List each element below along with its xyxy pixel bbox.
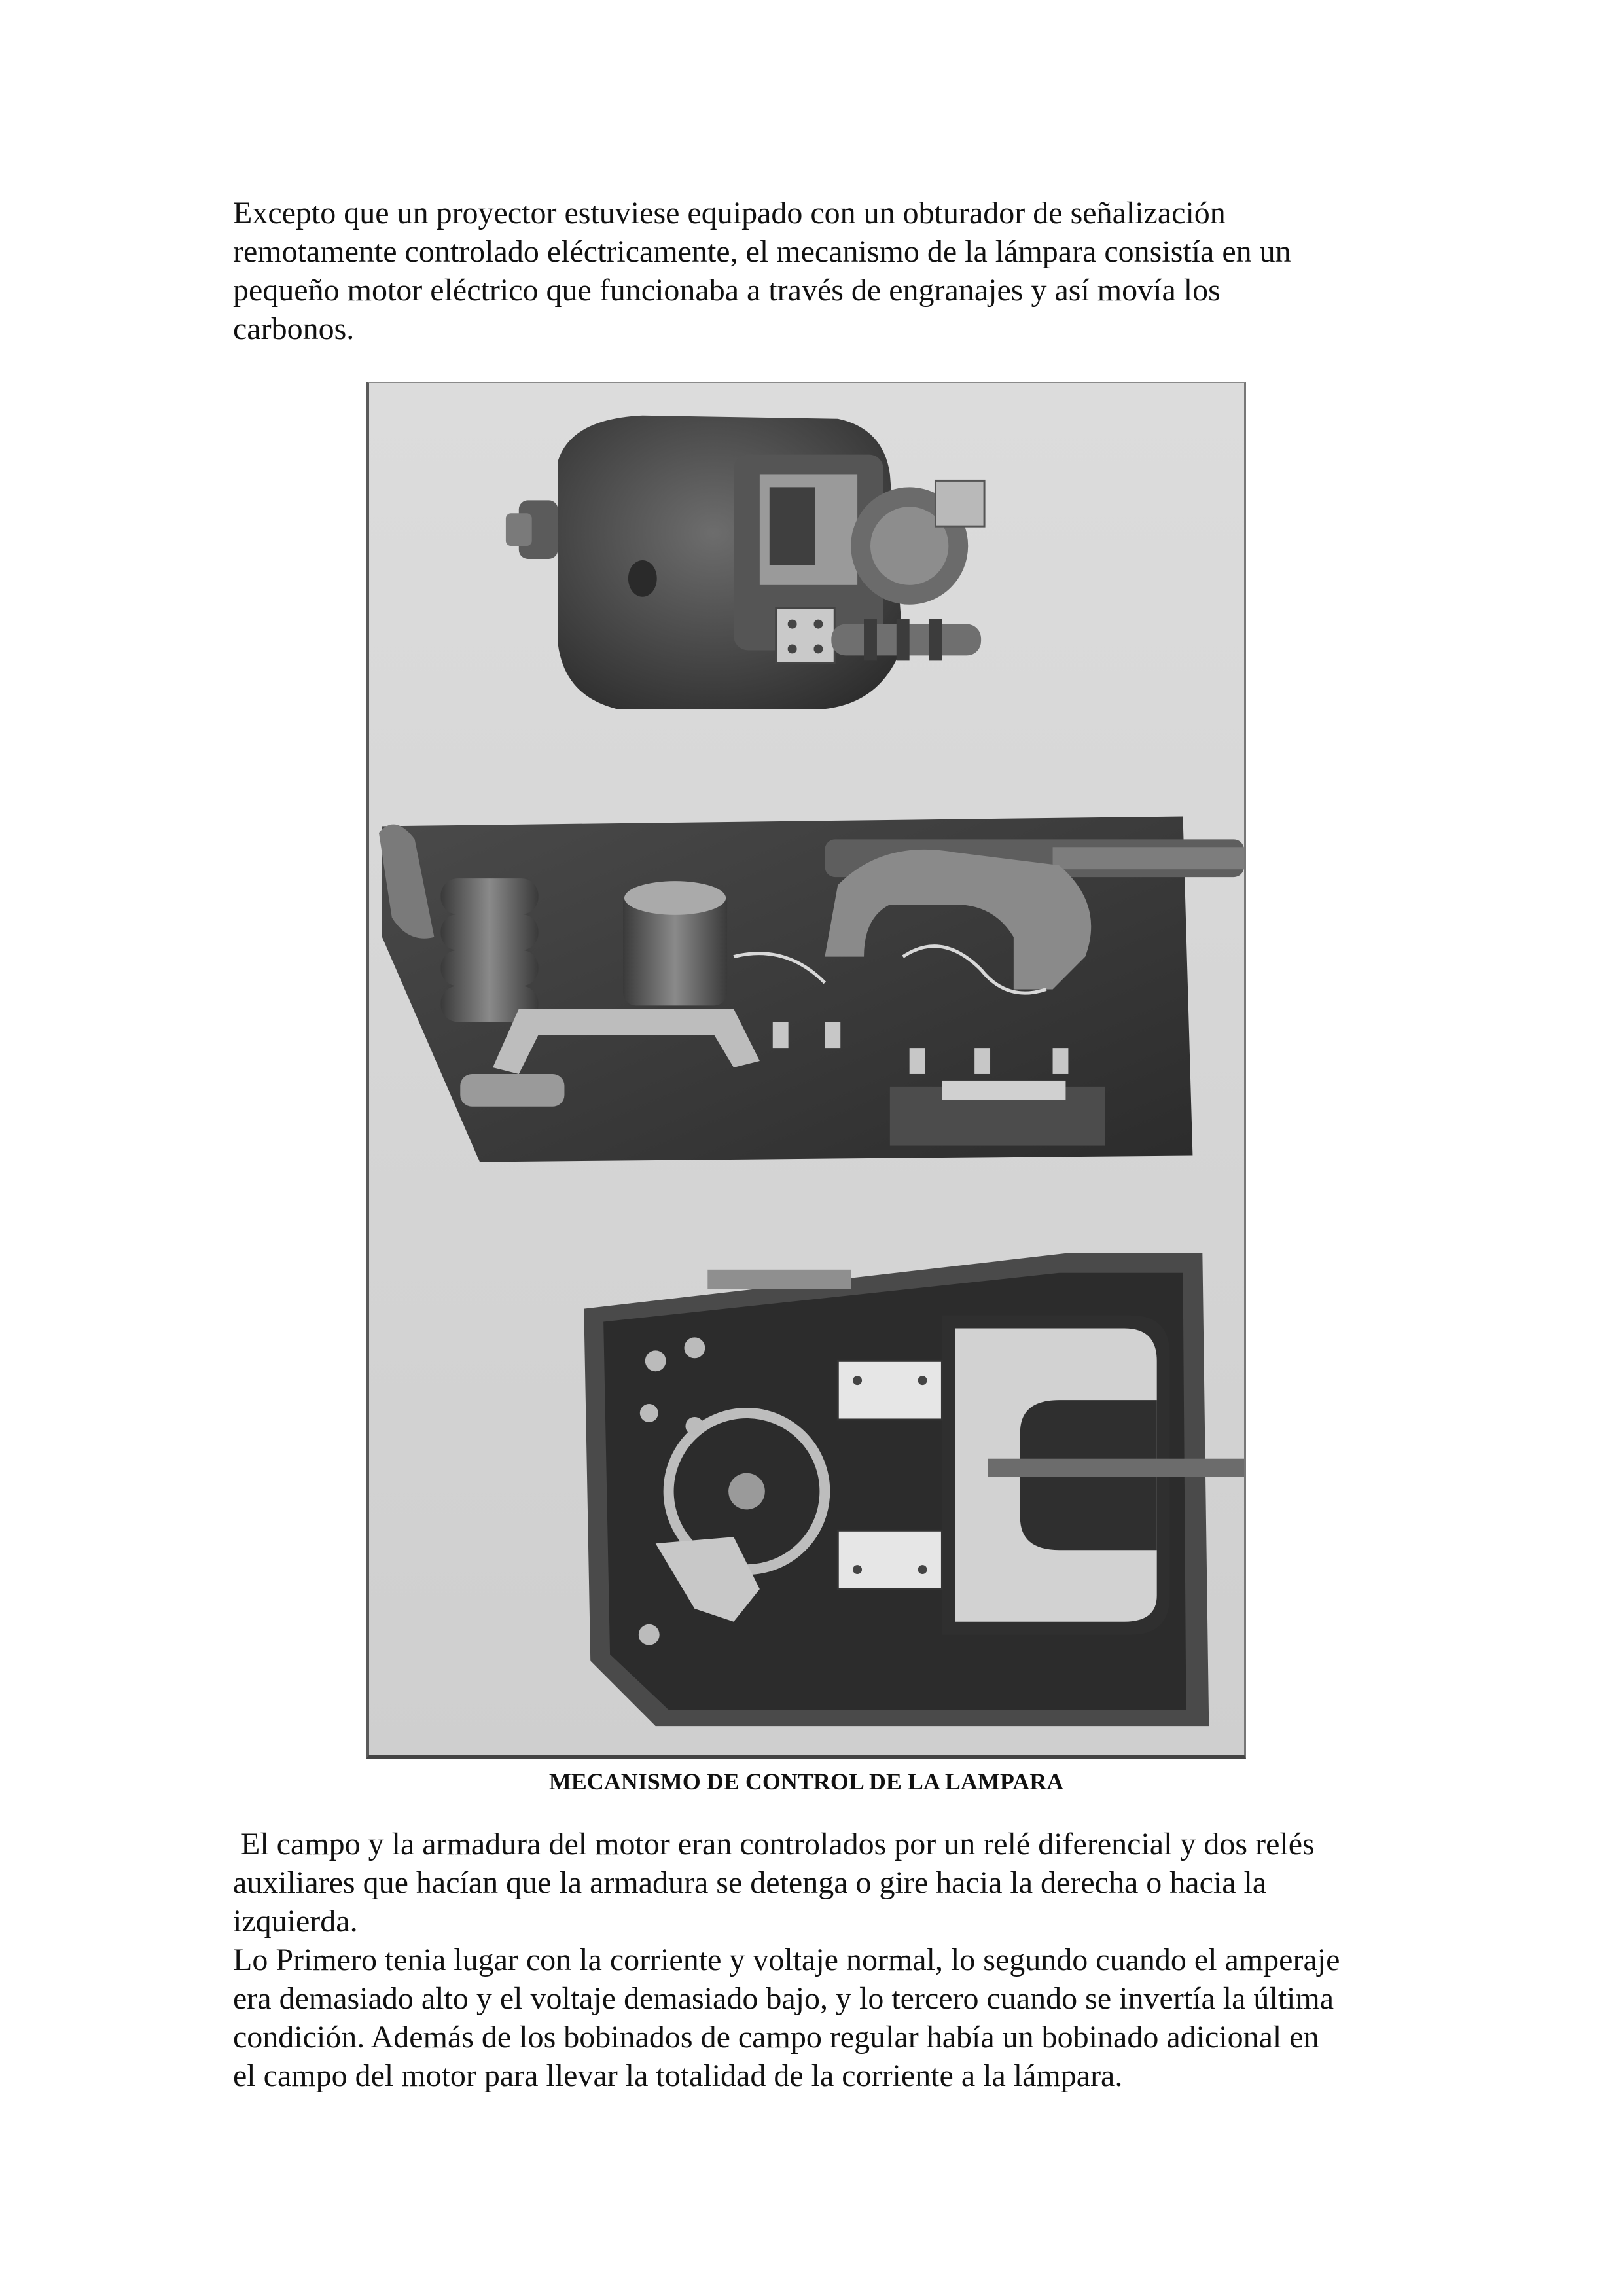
mechanism-photo (366, 382, 1246, 1759)
body-paragraph-1 (233, 1825, 1404, 1941)
text-line: pequeño motor eléctrico que funcionaba a través de engranajes y así movía los (233, 273, 1221, 308)
text-line: carbonos. (233, 312, 355, 346)
body-paragraph-2 (233, 1941, 1404, 2095)
text-line: condición. Además de los bobinados de campo regular había un bobinado adicional en (233, 2020, 1319, 2054)
text-line: era demasiado alto y el voltaje demasiado bajo, y lo tercero cuando se invertía la última (233, 1981, 1334, 2016)
text-line: El campo y la armadura del motor eran controlados por un relé diferencial y dos relés (233, 1827, 1315, 1861)
text-line: Lo Primero tenia lugar con la corriente y voltaje normal, lo segundo cuando el amperaje (233, 1943, 1340, 1977)
figure-caption: MECANISMO DE CONTROL DE LA LAMPARA (548, 1768, 1064, 1795)
intro-paragraph (233, 194, 1404, 348)
text-line: Excepto que un proyector estuviese equipado con un obturador de señalización (233, 196, 1226, 230)
text-line: auxiliares que hacían que la armadura se detenga o gire hacia la derecha o hacia la (233, 1865, 1267, 1900)
text-line: remotamente controlado eléctricamente, el mecanismo de la lámpara consistía en un (233, 234, 1291, 269)
text-line: izquierda. (233, 1904, 358, 1939)
text-line: el campo del motor para llevar la totalidad de la corriente a la lámpara. (233, 2058, 1123, 2093)
lamp-mechanism-box (584, 1253, 1244, 1726)
relay-board (379, 816, 1244, 1162)
